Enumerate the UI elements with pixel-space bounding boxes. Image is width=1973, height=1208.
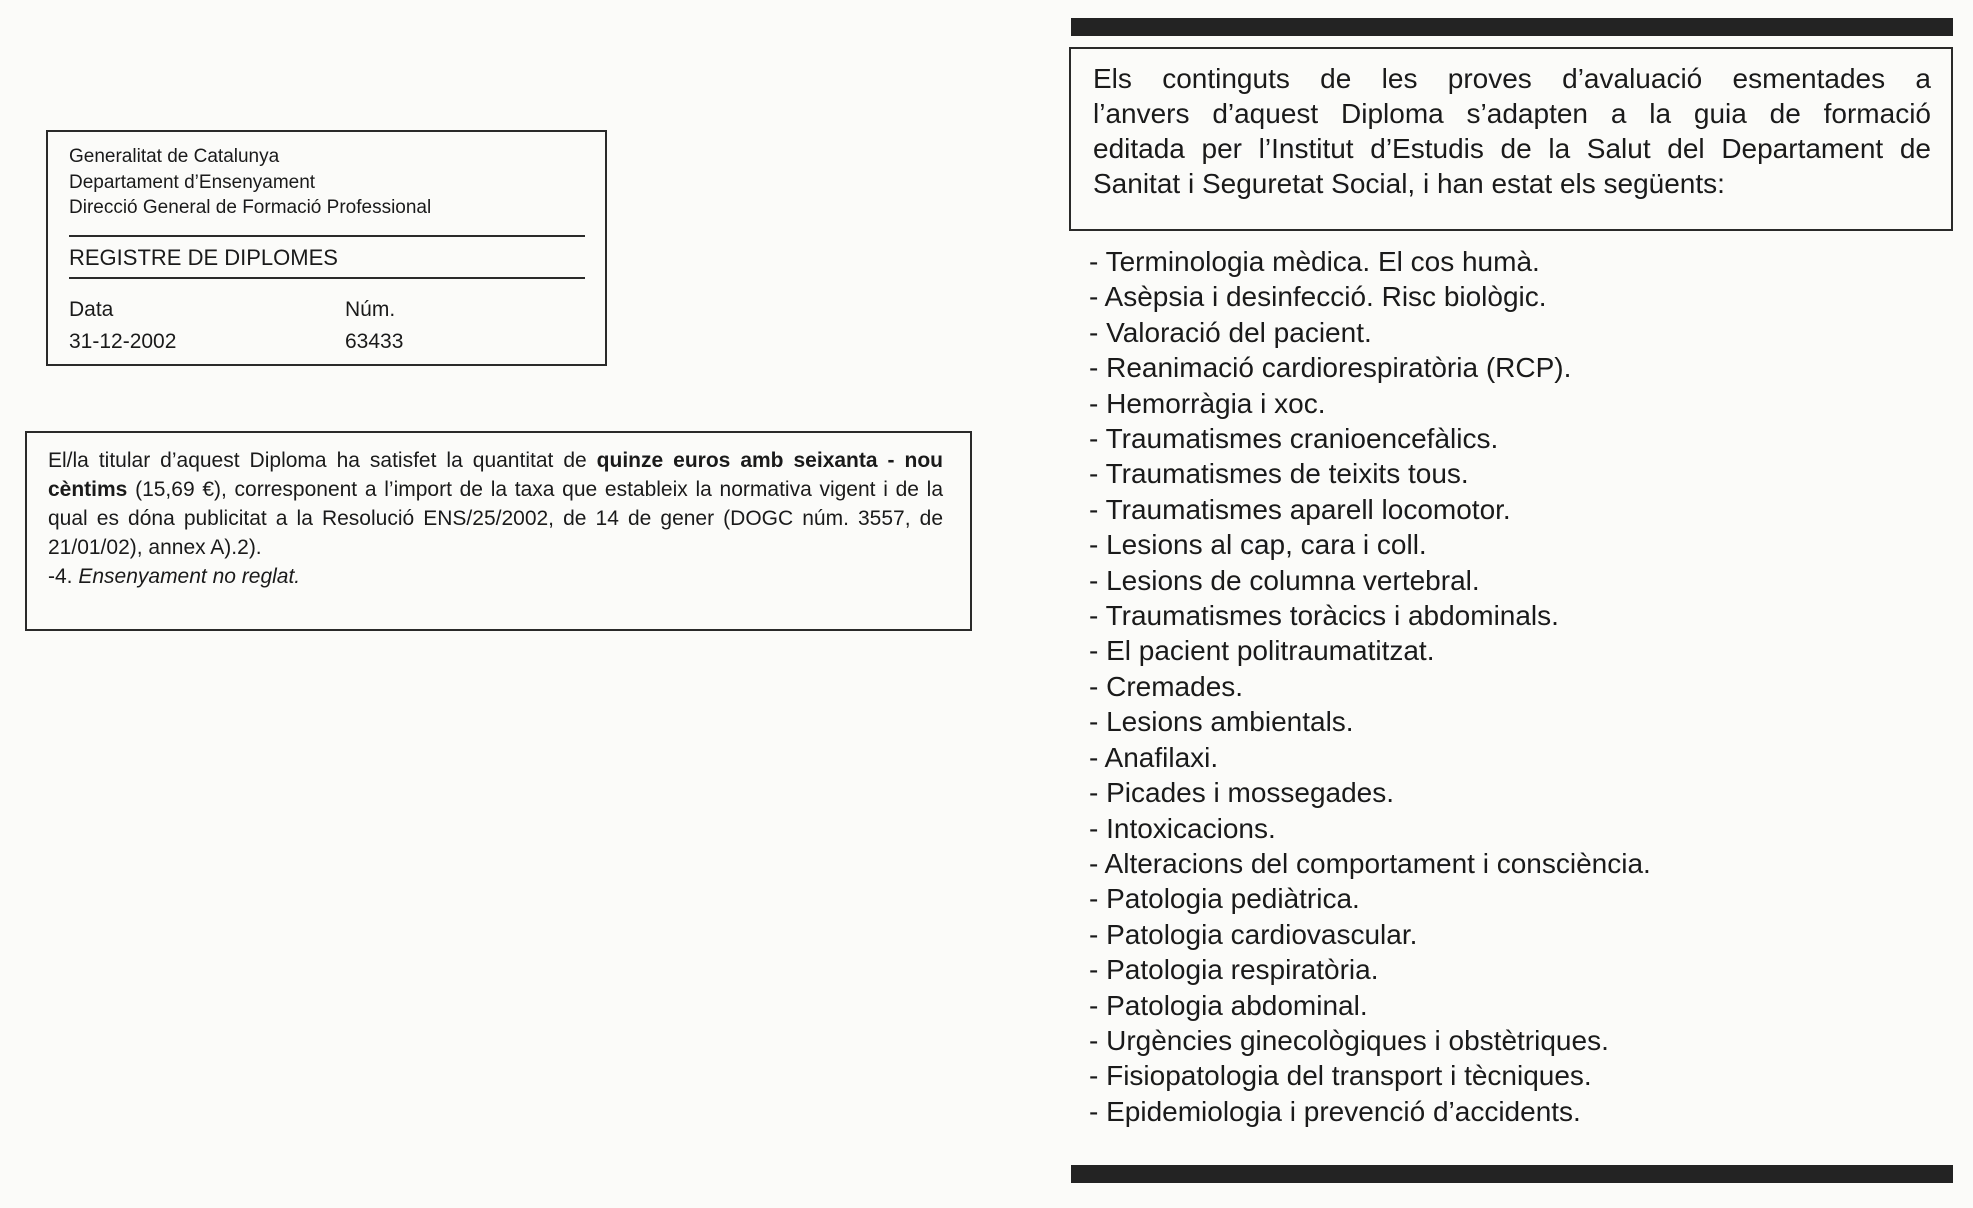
list-item: - Hemorràgia i xoc. <box>1089 387 1326 419</box>
fee-notice-text <box>48 446 943 562</box>
date-label: Data <box>69 297 114 321</box>
fee-notice-box <box>25 431 972 631</box>
intro-line: Els continguts de les proves d’avaluació esmentades a <box>1093 63 1931 94</box>
list-item: - Epidemiologia i prevenció d’accidents. <box>1089 1095 1581 1127</box>
fee-last-italic: Ensenyament no reglat. <box>78 565 301 588</box>
fee-text-after: (15,69 €), corresponent a l’import de la taxa que estableix la normativa vigent i de la qual es dóna publicitat a la Resolució ENS/25/2002, de 14 de gener (DOGC núm. 3557, de 21/01/02), annex A).2). <box>48 478 943 559</box>
contents-list <box>1089 244 1651 1129</box>
list-item: - Terminologia mèdica. El cos humà. <box>1089 246 1540 277</box>
list-item: - Fisiopatologia del transport i tècniques. <box>1089 1060 1592 1092</box>
list-item: - Lesions de columna vertebral. <box>1089 564 1480 596</box>
list-item: - Lesions ambientals. <box>1089 706 1354 738</box>
list-item: - Patologia abdominal. <box>1089 989 1368 1021</box>
list-item: - Lesions al cap, cara i coll. <box>1089 529 1427 561</box>
list-item: - Reanimació cardiorespiratòria (RCP). <box>1089 352 1572 384</box>
date-value: 31-12-2002 <box>69 329 177 353</box>
list-item: - Picades i mossegades. <box>1089 777 1395 809</box>
fee-amount-words: quinze euros amb seixanta - nou cèntims <box>48 449 943 501</box>
number-value: 63433 <box>345 329 404 353</box>
list-item: - Valoració del pacient. <box>1089 316 1372 348</box>
list-item: - Alteracions del comportament i consciència. <box>1089 847 1651 879</box>
list-item: - Traumatismes de teixits tous. <box>1089 458 1469 490</box>
list-item: - Traumatismes toràcics i abdominals. <box>1089 600 1559 632</box>
list-item: - Traumatismes aparell locomotor. <box>1089 493 1511 525</box>
list-item: - Traumatismes cranioencefàlics. <box>1089 423 1499 455</box>
list-item: - Asèpsia i desinfecció. Risc biològic. <box>1089 281 1547 313</box>
intro-line: l’anvers d’aquest Diploma s’adapten a la guia de formació <box>1093 98 1931 129</box>
intro-line: Sanitat i Seguretat Social, i han estat els següents: <box>1093 168 1725 199</box>
issuer-line-generalitat: Generalitat de Catalunya <box>69 146 280 167</box>
top-rule-bar <box>1071 18 1953 36</box>
number-label: Núm. <box>345 297 396 321</box>
intro-line: editada per l’Institut d’Estudis de la Salut del Departament de <box>1093 133 1931 164</box>
registry-title: REGISTRE DE DIPLOMES <box>69 235 585 279</box>
list-item: - Intoxicacions. <box>1089 812 1276 844</box>
fee-text-before: El/la titular d’aquest Diploma ha satisfet la quantitat de <box>48 449 597 472</box>
list-item: - Patologia respiratòria. <box>1089 954 1379 986</box>
fee-notice-last-line <box>48 562 943 591</box>
list-item: - Anafilaxi. <box>1089 741 1219 773</box>
list-item: - Urgències ginecològiques i obstètriques. <box>1089 1024 1609 1056</box>
issuer-line-directorate: Direcció General de Formació Professional <box>69 197 432 218</box>
registry-fields <box>69 294 585 358</box>
list-item: - Patologia cardiovascular. <box>1089 918 1418 950</box>
fee-last-prefix: -4. <box>48 565 79 588</box>
bottom-rule-bar <box>1071 1165 1953 1183</box>
list-item: - El pacient politraumatitzat. <box>1089 635 1435 667</box>
list-item: - Patologia pediàtrica. <box>1089 883 1360 915</box>
list-item: - Cremades. <box>1089 670 1244 702</box>
contents-intro-box <box>1069 47 1953 231</box>
issuer-line-department: Departament d’Ensenyament <box>69 171 316 193</box>
diploma-registry-box <box>46 130 607 366</box>
